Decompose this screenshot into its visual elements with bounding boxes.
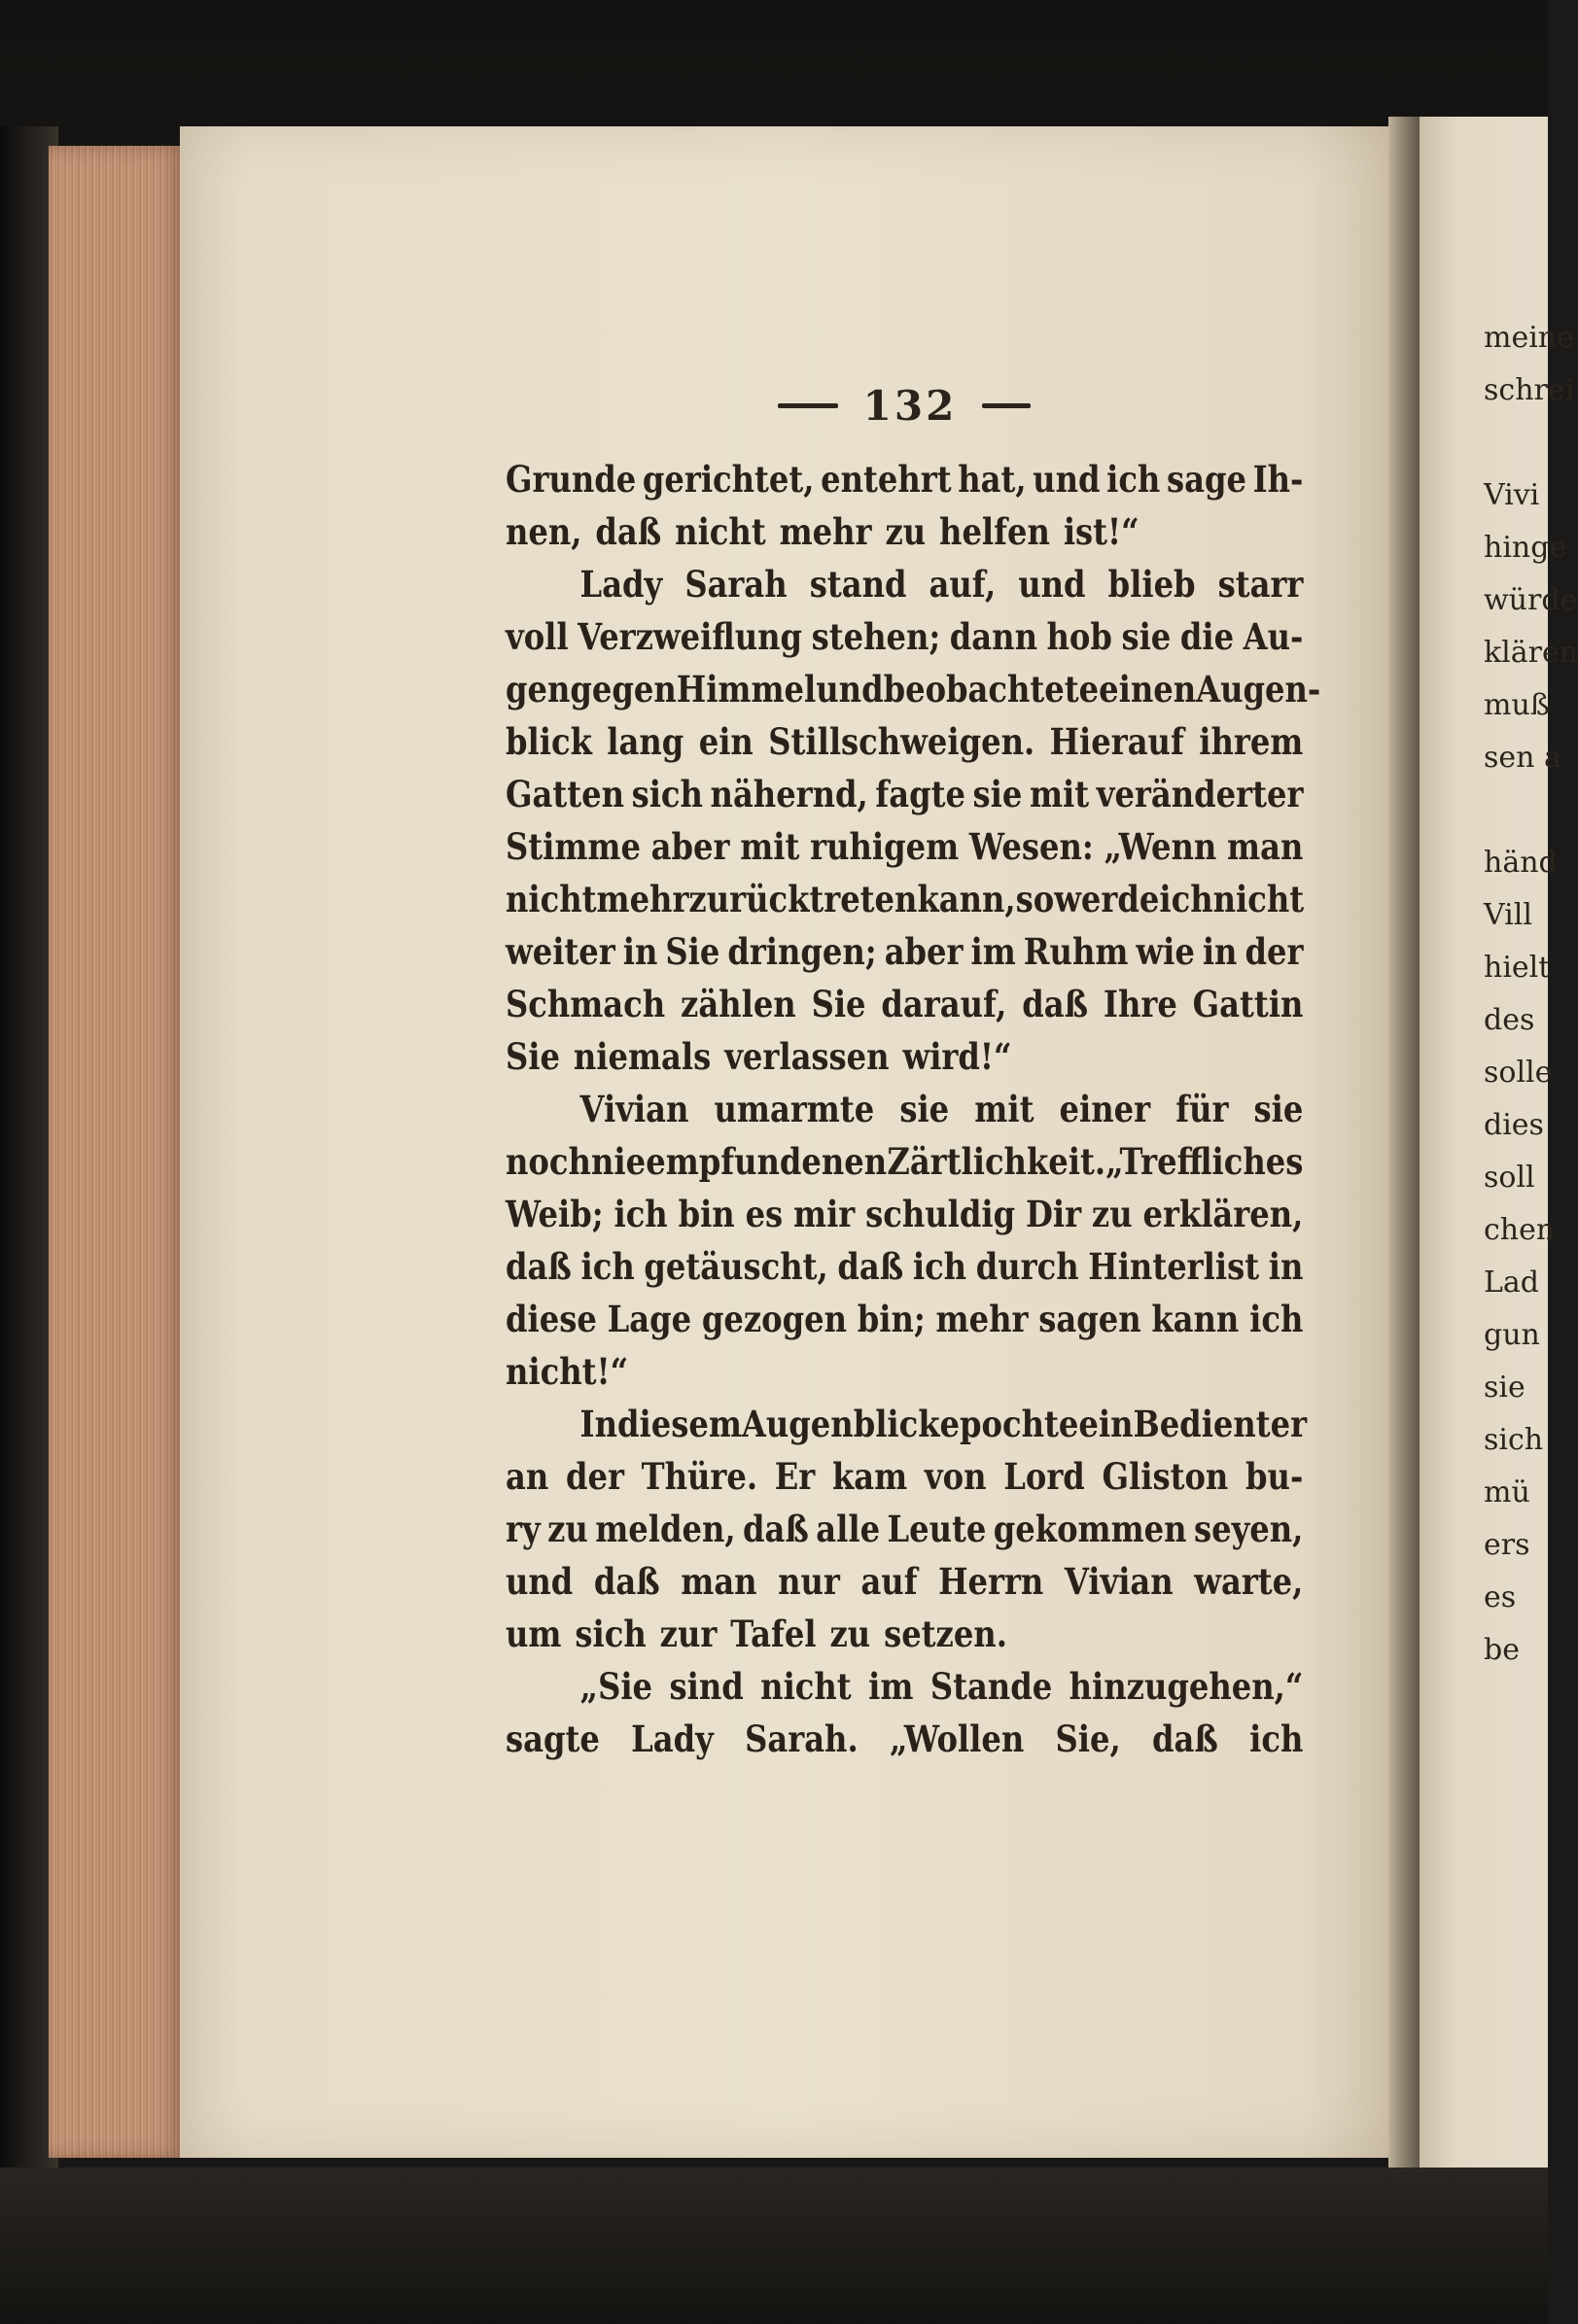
text-line [506,873,1303,925]
word: zu [547,1508,588,1550]
facing-page-word-fragment: muß [1484,688,1550,722]
facing-page-word-fragment: sich [1484,1423,1544,1457]
facing-page-word-fragment: Lad [1484,1266,1540,1300]
text-line [506,1293,1303,1345]
word: Grunde [506,458,637,501]
word: nen, [506,510,582,553]
facing-page-word-fragment: schrei [1484,373,1575,407]
text-line [506,820,1303,873]
word: veränderter [1096,773,1304,815]
word: einer [1059,1088,1151,1130]
text-line [506,715,1303,768]
word: bin; [857,1298,926,1340]
facing-page-word-fragment: Vill [1484,898,1532,932]
page-header [778,381,1031,430]
word: ich [1249,1717,1304,1760]
text-line [506,978,1303,1030]
word: bin [678,1193,735,1235]
word: Lady [579,563,663,606]
word: sich [631,773,703,815]
word: ich [912,1245,967,1288]
word: zu [885,510,927,553]
word: stand [809,563,907,606]
text-line [506,1135,1303,1188]
word: Augen- [1196,668,1321,711]
text-line [506,453,1303,505]
word: „Sie [579,1665,653,1708]
word: Sarah. [745,1717,859,1760]
word: nicht!“ [506,1350,629,1393]
word: die [1179,615,1235,658]
word: helfen [939,510,1050,553]
word: mir [793,1193,856,1235]
word: Gliston [1102,1455,1229,1498]
word: kam [831,1455,908,1498]
facing-page-word-fragment: händ [1484,846,1558,880]
word: ihrem [1199,720,1304,763]
word: mehr [596,878,689,920]
word: getäuscht, [644,1245,828,1288]
word: Leute [887,1508,987,1550]
word: mit [740,825,800,868]
facing-page-word-fragment: des [1484,1003,1535,1037]
word: Thüre. [641,1455,758,1498]
facing-page-word-fragment: be [1484,1633,1520,1667]
word: so [1015,878,1055,920]
word: verlassen [724,1035,890,1078]
word: Verzweiflung [578,615,803,658]
word: gegen [570,668,677,711]
word: Bedienter [1133,1403,1308,1445]
word: „Wenn [1104,825,1217,868]
facing-page-word-fragment: solle [1484,1056,1553,1090]
word: sie [1121,615,1172,658]
facing-page-word-fragment: hielt [1484,951,1551,985]
word: Stimme [506,825,641,868]
word: nur [778,1560,840,1603]
word: zur [659,1613,718,1655]
word: bu- [1245,1455,1304,1498]
text-line [506,1555,1303,1608]
word: und [816,668,884,711]
word: Hierauf [1049,720,1184,763]
word: sind [669,1665,744,1708]
word: daß [506,1245,572,1288]
facing-page-word-fragment: sie [1484,1370,1525,1405]
word: Vivian [579,1088,689,1130]
word: beobachtete [883,668,1100,711]
word: und [1018,563,1086,606]
word: ein [1078,1403,1134,1445]
word: diese [506,1298,597,1340]
word: Sie [665,930,720,973]
word: diesem [617,1403,742,1445]
word: ein [698,720,754,763]
word: empfundenen [646,1140,888,1183]
word: zu [829,1613,871,1655]
word: man [1227,825,1304,868]
text-line [506,1398,1308,1450]
word: wie [1136,930,1195,973]
word: daß [593,1560,660,1603]
word: mit [974,1088,1034,1130]
header-dash-right [982,403,1031,408]
word: seyen, [1193,1508,1304,1550]
word: und [1033,458,1101,501]
word: im [970,930,1016,973]
word: daß [837,1245,904,1288]
word: in [1268,1245,1304,1288]
word: alle [816,1508,881,1550]
word: gezogen [701,1298,847,1340]
body-text [506,453,1321,1765]
word: nicht [760,1665,852,1708]
text-line [506,1660,1303,1713]
word: ich [1249,1298,1304,1340]
word: Ruhm [1023,930,1129,973]
word: in [622,930,658,973]
word: nicht [675,510,766,553]
book-gutter [1388,117,1421,2168]
word: auf, [929,563,997,606]
word: nicht [506,878,597,920]
word: für [1175,1088,1229,1130]
word: mehr [779,510,872,553]
facing-page-word-fragment: gun [1484,1318,1540,1352]
word: In [579,1403,618,1445]
word: daß [743,1508,809,1550]
word: man [681,1560,757,1603]
word: Sie [506,1035,560,1078]
facing-page-word-fragment: klären [1484,636,1578,670]
page-number: 132 [862,381,958,430]
word: im [868,1665,914,1708]
word: nähernd, [710,773,868,815]
facing-page-word-fragment: chen [1484,1213,1556,1247]
word: starr [1217,563,1304,606]
word: umarmte [714,1088,875,1130]
word: ist!“ [1063,510,1140,553]
word: kann, [917,878,1016,920]
word: fagte [875,773,965,815]
word: stehen; [811,615,941,658]
word: sage [1166,458,1246,501]
word: Herrn [938,1560,1044,1603]
text-line [506,1240,1303,1293]
word: dann [949,615,1037,658]
facing-page-word-fragment: Vivi [1484,478,1540,512]
word: von [924,1455,987,1498]
word: sie [972,773,1023,815]
word: gekommen [993,1508,1187,1550]
page-block-edge [49,146,185,2158]
header-dash-left [778,403,838,408]
word: Sie, [1055,1717,1121,1760]
word: ich [1106,458,1161,501]
word: sich [575,1613,647,1655]
word: und [506,1560,574,1603]
word: mit [1029,773,1090,815]
facing-page-word-fragment: meine [1484,321,1574,355]
word: werde [1054,878,1160,920]
text-line [506,1503,1303,1555]
word: der [565,1455,624,1498]
word: Lady [631,1717,714,1760]
word: warte, [1194,1560,1304,1603]
word: nicht [1212,878,1305,920]
facing-page-word-fragment: sen a [1484,741,1561,775]
facing-page-word-fragment: soll [1484,1161,1535,1195]
word: blick [506,720,592,763]
text-line [506,1188,1303,1240]
word: Sie [811,983,866,1025]
word: Er [774,1455,816,1498]
text-line [506,505,1303,558]
word: Ihre [1103,983,1177,1025]
word: daß [595,510,662,553]
word: Schmach [506,983,666,1025]
word: Ih- [1252,458,1304,501]
word: niemals [573,1035,712,1078]
word: dringen; [727,930,877,973]
word: zurücktreten [688,878,918,920]
word: erklären, [1142,1193,1304,1235]
word: Hinterlist [1088,1245,1260,1288]
word: daß [1152,1717,1218,1760]
text-line [506,1608,1303,1660]
word: ruhigem [810,825,960,868]
word: Tafel [730,1613,817,1655]
word: zählen [681,983,796,1025]
word: aber [650,825,730,868]
word: in [1202,930,1238,973]
word: aber [884,930,964,973]
word: hob [1046,615,1112,658]
word: um [506,1613,562,1655]
text-line [506,1713,1303,1765]
word: zu [1091,1193,1133,1235]
word: Lage [607,1298,692,1340]
word: Vivian [1064,1560,1174,1603]
word: Au- [1243,615,1304,658]
word: wird!“ [902,1035,1012,1078]
facing-page-word-fragment: hinge [1484,531,1567,565]
word: weiter [506,930,615,973]
word: sie [899,1088,950,1130]
text-line [506,768,1303,820]
word: Weib; [506,1193,604,1235]
word: hat, [958,458,1027,501]
word: Dir [1025,1193,1082,1235]
facing-page-word-fragment: es [1484,1580,1517,1614]
word: ich [580,1245,635,1288]
word: schuldig [865,1193,1016,1235]
word: durch [975,1245,1079,1288]
word: hinzugehen,“ [1069,1665,1304,1708]
facing-page-word-fragment: mü [1484,1475,1530,1509]
word: Himmel [676,668,817,711]
text-line [506,610,1303,663]
text-line [506,1450,1303,1503]
word: lang [607,720,684,763]
word: sagen [1038,1298,1141,1340]
word: auf [860,1560,918,1603]
word: „Wollen [889,1717,1025,1760]
word: an [506,1455,549,1498]
text-line [506,1030,1303,1083]
word: noch [506,1140,591,1183]
word: Gattin [1192,983,1304,1025]
word: ry [506,1508,541,1550]
word: ich [1159,878,1213,920]
text-line [506,1083,1303,1135]
word: Lord [1003,1455,1085,1498]
word: Augenblicke [741,1403,961,1445]
word: Zärtlichkeit. [887,1140,1106,1183]
word: pochte [960,1403,1079,1445]
word: mehr [935,1298,1029,1340]
facing-page-fragment [1420,117,1578,2177]
word: Wesen: [968,825,1094,868]
word: sie [1253,1088,1304,1130]
word: einen [1099,668,1197,711]
word: entehrt [821,458,952,501]
text-line [506,1345,1303,1398]
word: Gatten [506,773,624,815]
facing-page-word-fragment: dies [1484,1108,1544,1142]
word: setzen. [884,1613,1007,1655]
word: gerichtet, [642,458,815,501]
word: es [745,1193,784,1235]
facing-page-word-fragment: würde [1484,583,1578,617]
word: daß [1022,983,1089,1025]
word: Sarah [684,563,788,606]
background-shadow [0,2168,1548,2324]
word: kann [1151,1298,1240,1340]
word: „Treffliches [1105,1140,1304,1183]
word: nie [590,1140,647,1183]
word: blieb [1107,563,1196,606]
word: melden, [595,1508,736,1550]
word: ich [614,1193,668,1235]
text-line [506,558,1303,610]
facing-page-word-fragment: ers [1484,1528,1530,1562]
word: Stillschweigen. [768,720,1035,763]
word: gen [506,668,571,711]
text-line [506,663,1321,715]
word: darauf, [881,983,1007,1025]
word: voll [506,615,569,658]
word: sagte [506,1717,600,1760]
text-line [506,925,1303,978]
word: der [1245,930,1304,973]
word: Stande [929,1665,1053,1708]
